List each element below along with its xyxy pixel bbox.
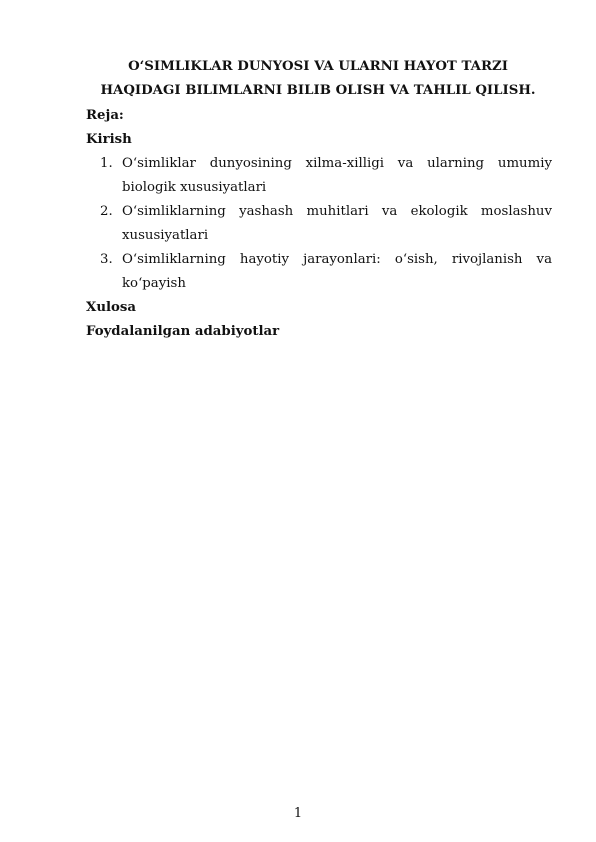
title-line-1: O‘SIMLIKLAR DUNYOSI VA ULARNI HAYOT TARZI	[128, 59, 508, 74]
plan-list-item	[86, 152, 552, 200]
plan-heading: Reja:	[86, 108, 124, 123]
plan-list-item	[86, 200, 552, 248]
plan-item-number: 1.	[100, 156, 113, 171]
document-title	[86, 55, 550, 103]
plan-item-number: 2.	[100, 204, 113, 219]
plan-item-text	[122, 200, 552, 248]
plan-item-line: ko‘payish	[122, 276, 186, 291]
plan-list-item	[86, 248, 552, 296]
intro-heading: Kirish	[86, 132, 132, 147]
plan-item-line: O‘simliklarning hayotiy jarayonlari: o‘sish, rivojlanish va	[122, 252, 552, 267]
plan-item-line: O‘simliklar dunyosining xilma-xilligi va ularning umumiy	[122, 156, 552, 171]
plan-item-line: O‘simliklarning yashash muhitlari va ekologik moslashuv	[122, 204, 552, 219]
plan-item-line: biologik xususiyatlari	[122, 180, 267, 195]
plan-list	[86, 152, 552, 296]
plan-item-number: 3.	[100, 252, 113, 267]
page-number: 1	[293, 806, 303, 821]
references-heading: Foydalanilgan adabiyotlar	[86, 324, 280, 339]
plan-item-line: xususiyatlari	[122, 228, 209, 243]
conclusion-heading: Xulosa	[86, 300, 137, 315]
plan-item-text	[122, 152, 552, 200]
plan-item-text	[122, 248, 552, 296]
title-line-2: HAQIDAGI BILIMLARNI BILIB OLISH VA TAHLIL QILISH.	[100, 83, 536, 98]
